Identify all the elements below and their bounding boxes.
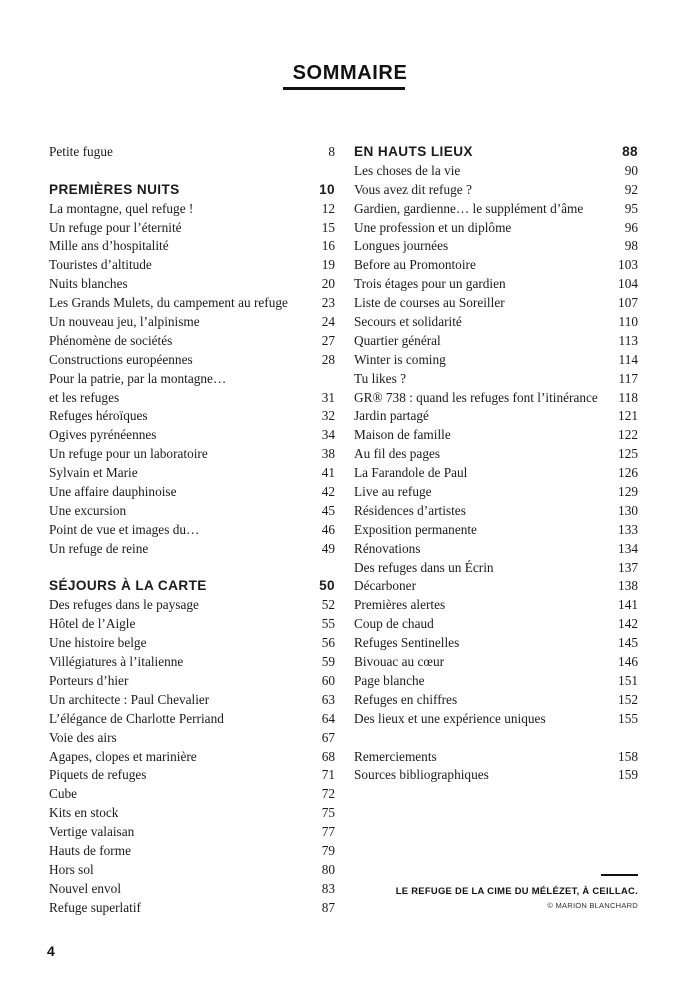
entry-title: Trois étages pour un gardien	[354, 276, 506, 292]
toc-entry	[49, 407, 335, 426]
page-ref: 12	[321, 200, 335, 216]
page-ref: 134	[618, 540, 638, 556]
entry-title: Premières alertes	[354, 597, 446, 613]
page-ref: 90	[624, 162, 638, 178]
page-ref: 103	[618, 257, 638, 273]
page-ref: 49	[321, 540, 335, 556]
toc-entry	[49, 502, 335, 521]
toc-section-heading	[49, 181, 335, 200]
entry-title: Refuge superlatif	[49, 899, 141, 915]
entry-title: Résidences d’artistes	[354, 502, 466, 518]
entry-title: Une excursion	[49, 502, 127, 518]
entry-title: Sylvain et Marie	[49, 465, 138, 481]
entry-title: Point de vue et images du…	[49, 521, 200, 537]
entry-title: Maison de famille	[354, 427, 451, 443]
page-ref: 15	[321, 219, 335, 235]
toc-entry	[49, 804, 335, 823]
toc-left-column	[49, 143, 335, 918]
page-ref: 142	[618, 616, 638, 632]
entry-title: Jardin partagé	[354, 408, 429, 424]
page-ref: 159	[618, 767, 638, 783]
toc-entry	[354, 483, 638, 502]
entry-title: L’élégance de Charlotte Perriand	[49, 710, 224, 726]
entry-title: Page blanche	[354, 672, 425, 688]
page-ref: 19	[321, 257, 335, 273]
toc-entry	[49, 389, 335, 408]
page-ref: 113	[618, 332, 638, 348]
toc-entry	[354, 332, 638, 351]
page-ref: 68	[321, 748, 335, 764]
toc-entry	[354, 200, 638, 219]
toc-entry	[354, 181, 638, 200]
entry-title: Vertige valaisan	[49, 824, 135, 840]
entry-title: Exposition permanente	[354, 521, 477, 537]
toc-entry	[49, 237, 335, 256]
page-ref: 88	[622, 144, 638, 159]
page-ref: 60	[321, 672, 335, 688]
page-ref: 79	[321, 842, 335, 858]
page-ref: 24	[321, 314, 335, 330]
entry-title: Un nouveau jeu, l’alpinisme	[49, 314, 200, 330]
toc-entry	[49, 785, 335, 804]
page-ref: 50	[319, 578, 335, 594]
toc-entry	[49, 143, 335, 162]
entry-title: Rénovations	[354, 540, 421, 556]
entry-title: Kits en stock	[49, 805, 119, 821]
toc-entry	[354, 653, 638, 672]
entry-title: Constructions européennes	[49, 351, 193, 367]
toc-entry	[49, 634, 335, 653]
toc-entry	[354, 502, 638, 521]
entry-title: Vous avez dit refuge ?	[354, 181, 472, 197]
entry-title: Hors sol	[49, 861, 94, 877]
entry-title: Des lieux et une expérience uniques	[354, 710, 546, 726]
entry-title: Tu likes ?	[354, 370, 406, 386]
entry-title: Refuges en chiffres	[354, 691, 458, 707]
toc-entry	[354, 521, 638, 540]
toc-entry	[354, 464, 638, 483]
page-ref: 152	[618, 691, 638, 707]
page-ref: 38	[321, 446, 335, 462]
entry-title: Un refuge de reine	[49, 540, 149, 556]
page-ref: 31	[321, 389, 335, 405]
toc-entry	[354, 256, 638, 275]
entry-title: Voie des airs	[49, 729, 117, 745]
entry-title: Un refuge pour l’éternité	[49, 219, 182, 235]
toc-spacer	[49, 559, 335, 578]
page-ref: 129	[618, 484, 638, 500]
toc-entry	[354, 275, 638, 294]
page-ref: 110	[618, 314, 638, 330]
toc-entry	[49, 899, 335, 918]
toc-entry	[354, 351, 638, 370]
toc-entry	[354, 162, 638, 181]
toc-entry	[49, 710, 335, 729]
toc-entry	[49, 275, 335, 294]
page-ref: 137	[618, 559, 638, 575]
toc-entry	[49, 880, 335, 899]
toc-entry	[49, 370, 335, 389]
entry-title: Winter is coming	[354, 351, 446, 367]
entry-title: Hauts de forme	[49, 842, 131, 858]
page-ref: 32	[321, 408, 335, 424]
page-ref: 42	[321, 484, 335, 500]
entry-title: Coup de chaud	[354, 616, 434, 632]
entry-title: Porteurs d’hier	[49, 672, 129, 688]
page-ref: 158	[618, 748, 638, 764]
entry-title: Touristes d’altitude	[49, 257, 152, 273]
toc-entry	[354, 615, 638, 634]
entry-title: Ogives pyrénéennes	[49, 427, 157, 443]
toc-entry	[354, 407, 638, 426]
page-ref: 75	[321, 805, 335, 821]
photo-credit: © MARION BLANCHARD	[547, 901, 638, 910]
entry-title: Des refuges dans le paysage	[49, 597, 199, 613]
page-ref: 151	[618, 672, 638, 688]
toc-entry	[49, 256, 335, 275]
toc-entry	[354, 237, 638, 256]
entry-title: Gardien, gardienne… le supplément d’âme	[354, 200, 584, 216]
entry-title: Live au refuge	[354, 484, 432, 500]
toc-entry	[354, 634, 638, 653]
photo-caption: LE REFUGE DE LA CIME DU MÉLÉZET, À CEILLAC.	[395, 885, 638, 896]
entry-title: Hôtel de l’Aigle	[49, 616, 136, 632]
page-ref: 87	[321, 899, 335, 915]
entry-title: Liste de courses au Soreiller	[354, 295, 505, 311]
toc-entry	[49, 445, 335, 464]
toc-entry	[49, 426, 335, 445]
toc-entry	[354, 445, 638, 464]
page-ref: 83	[321, 880, 335, 896]
page-ref: 104	[618, 276, 638, 292]
page-number: 4	[47, 943, 55, 959]
toc-entry	[354, 370, 638, 389]
toc-entry	[49, 200, 335, 219]
entry-title: Les choses de la vie	[354, 162, 461, 178]
page-ref: 141	[618, 597, 638, 613]
toc-right-column	[354, 143, 638, 785]
page-ref: 145	[618, 635, 638, 651]
toc-entry	[354, 766, 638, 785]
entry-title: Des refuges dans un Écrin	[354, 559, 494, 575]
page-ref: 59	[321, 654, 335, 670]
toc-entry	[49, 521, 335, 540]
entry-title: Bivouac au cœur	[354, 654, 445, 670]
page-ref: 77	[321, 824, 335, 840]
toc-entry	[49, 729, 335, 748]
toc-entry	[354, 313, 638, 332]
page-ref: 45	[321, 502, 335, 518]
caption-rule	[601, 874, 638, 876]
page-ref: 27	[321, 332, 335, 348]
toc-entry	[49, 615, 335, 634]
entry-title: Pour la patrie, par la montagne…	[49, 370, 227, 386]
entry-title: Les Grands Mulets, du campement au refuge	[49, 295, 288, 311]
entry-title: Sources bibliographiques	[354, 767, 489, 783]
toc-entry	[49, 294, 335, 313]
page-ref: 41	[321, 465, 335, 481]
page-ref: 125	[618, 446, 638, 462]
toc-entry	[354, 540, 638, 559]
toc-entry	[49, 540, 335, 559]
toc-entry	[354, 691, 638, 710]
entry-title: Phénomène de sociétés	[49, 332, 173, 348]
toc-entry	[354, 426, 638, 445]
page-ref: 16	[321, 238, 335, 254]
entry-title: Décarboner	[354, 578, 417, 594]
page-ref: 34	[321, 427, 335, 443]
entry-title: Remerciements	[354, 748, 437, 764]
entry-title: Secours et solidarité	[354, 314, 462, 330]
page-ref: 8	[328, 144, 335, 159]
entry-title: Un refuge pour un laboratoire	[49, 446, 208, 462]
toc-entry	[354, 219, 638, 238]
toc-entry	[49, 672, 335, 691]
page-ref: 63	[321, 691, 335, 707]
entry-title: La Farandole de Paul	[354, 465, 468, 481]
toc-section-heading	[49, 577, 335, 596]
page-ref: 20	[321, 276, 335, 292]
page-ref: 155	[618, 710, 638, 726]
section-title: SÉJOURS À LA CARTE	[49, 578, 207, 594]
toc-entry	[49, 823, 335, 842]
toc-entry	[49, 691, 335, 710]
entry-title: Nuits blanches	[49, 276, 128, 292]
page-ref: 92	[624, 181, 638, 197]
page-ref: 95	[624, 200, 638, 216]
entry-title: Quartier général	[354, 332, 441, 348]
page-ref: 67	[321, 729, 335, 745]
toc-entry	[49, 313, 335, 332]
entry-title: Mille ans d’hospitalité	[49, 238, 169, 254]
page-ref: 130	[618, 502, 638, 518]
toc-entry	[49, 464, 335, 483]
toc-entry	[354, 596, 638, 615]
page-ref: 56	[321, 635, 335, 651]
page-ref: 23	[321, 295, 335, 311]
entry-title: GR® 738 : quand les refuges font l’itinérance	[354, 389, 598, 405]
page-ref: 107	[618, 295, 638, 311]
toc-entry	[49, 596, 335, 615]
title-underline	[283, 87, 405, 90]
toc-entry	[354, 748, 638, 767]
entry-title: Piquets de refuges	[49, 767, 147, 783]
entry-title: Villégiatures à l’italienne	[49, 654, 184, 670]
entry-title: et les refuges	[49, 389, 120, 405]
entry-title: Au fil des pages	[354, 446, 441, 462]
page-ref: 138	[618, 578, 638, 594]
toc-spacer	[354, 729, 638, 748]
page-ref: 121	[618, 408, 638, 424]
entry-title: Cube	[49, 786, 78, 802]
entry-title: Une affaire dauphinoise	[49, 484, 177, 500]
toc-entry	[354, 577, 638, 596]
toc-entry	[354, 672, 638, 691]
entry-title: Refuges Sentinelles	[354, 635, 460, 651]
page-ref: 52	[321, 597, 335, 613]
entry-title: Une histoire belge	[49, 635, 147, 651]
toc-entry	[354, 389, 638, 408]
toc-entry	[49, 332, 335, 351]
page-ref: 122	[618, 427, 638, 443]
toc-entry	[49, 219, 335, 238]
page-ref: 98	[624, 238, 638, 254]
page-ref: 96	[624, 219, 638, 235]
section-title: EN HAUTS LIEUX	[354, 144, 473, 159]
page-ref: 146	[618, 654, 638, 670]
page-ref: 28	[321, 351, 335, 367]
page-title: SOMMAIRE	[292, 62, 408, 84]
entry-title: Nouvel envol	[49, 880, 122, 896]
toc-entry	[49, 861, 335, 880]
entry-title: Before au Promontoire	[354, 257, 476, 273]
page-ref: 126	[618, 465, 638, 481]
page-ref: 133	[618, 521, 638, 537]
page-ref: 10	[319, 181, 335, 197]
entry-title: Une profession et un diplôme	[354, 219, 512, 235]
page-ref: 114	[618, 351, 638, 367]
toc-entry	[354, 710, 638, 729]
page-ref: 118	[618, 389, 638, 405]
entry-title: Un architecte : Paul Chevalier	[49, 691, 210, 707]
toc-entry	[49, 748, 335, 767]
toc-section-heading	[354, 143, 638, 162]
entry-title: La montagne, quel refuge !	[49, 200, 194, 216]
toc-entry	[354, 559, 638, 578]
section-title: PREMIÈRES NUITS	[49, 181, 180, 197]
entry-title: Petite fugue	[49, 144, 113, 159]
page-ref: 46	[321, 521, 335, 537]
page-ref: 55	[321, 616, 335, 632]
page-ref: 72	[321, 786, 335, 802]
entry-title: Longues journées	[354, 238, 449, 254]
entry-title: Agapes, clopes et marinière	[49, 748, 197, 764]
toc-entry	[49, 766, 335, 785]
page-ref: 117	[618, 370, 638, 386]
page-ref: 80	[321, 861, 335, 877]
toc-entry	[49, 842, 335, 861]
toc-entry	[354, 294, 638, 313]
toc-entry	[49, 483, 335, 502]
page-ref: 71	[321, 767, 335, 783]
toc-spacer	[49, 162, 335, 181]
page-ref: 64	[321, 710, 335, 726]
toc-entry	[49, 653, 335, 672]
toc-entry	[49, 351, 335, 370]
entry-title: Refuges héroïques	[49, 408, 148, 424]
